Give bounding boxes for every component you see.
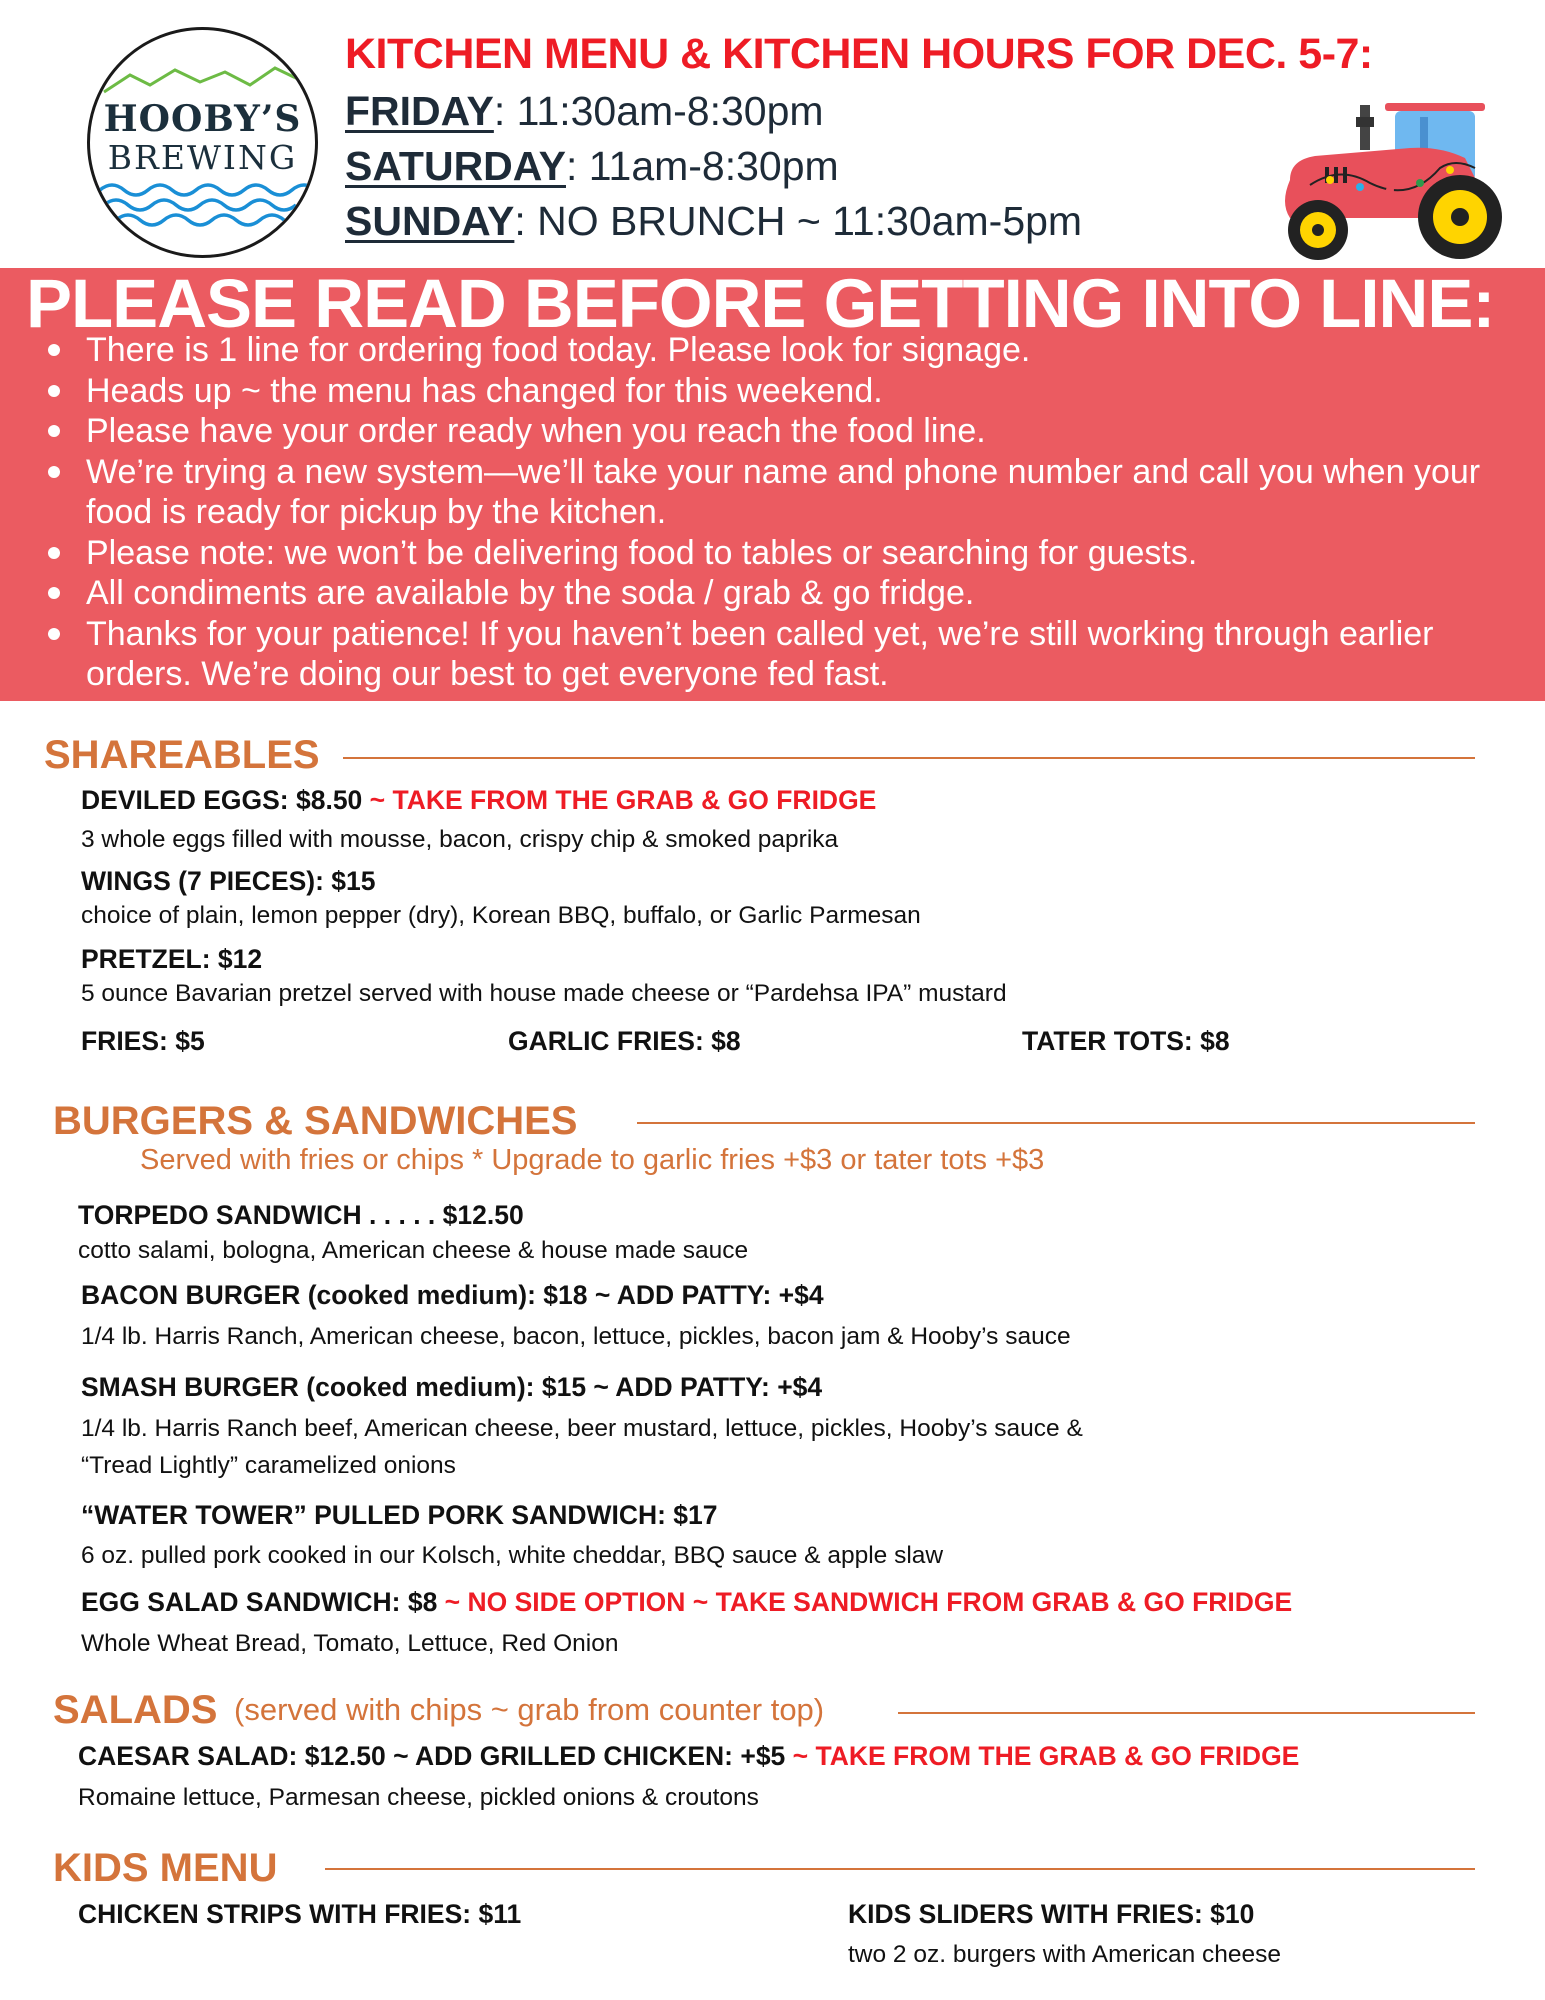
item-description: Whole Wheat Bread, Tomato, Lettuce, Red Onion: [81, 1630, 619, 1657]
item-description: cotto salami, bologna, American cheese & house made sauce: [78, 1237, 749, 1264]
notice-item: Thanks for your patience! If you haven’t been called yet, we’re still working through earlier orders. We’re doing our best to get everyone fed fast.: [42, 614, 1512, 695]
kitchen-hours-title: KITCHEN MENU & KITCHEN HOURS FOR DEC. 5-7:: [345, 30, 1373, 78]
item-description: two 2 oz. burgers with American cheese: [848, 1941, 1282, 1968]
notice-title: PLEASE READ BEFORE GETTING INTO LINE:: [26, 265, 1495, 342]
item-description: 3 whole eggs filled with mousse, bacon, crispy chip & smoked paprika: [81, 826, 839, 853]
logo-name-line1: HOOBY’S: [103, 98, 302, 140]
menu-item-pulled-pork: “WATER TOWER” PULLED PORK SANDWICH: $17: [81, 1500, 718, 1530]
section-title-shareables: SHAREABLES: [44, 733, 320, 777]
menu-item-fries: FRIES: $5: [81, 1026, 205, 1056]
notice-item: Please have your order ready when you reach the food line.: [42, 411, 1512, 452]
menu-item-egg-salad: [81, 1587, 1292, 1618]
logo-name-line2: BREWING: [107, 138, 298, 177]
menu-item-chicken-strips: CHICKEN STRIPS WITH FRIES: $11: [78, 1899, 522, 1929]
hours-day: SUNDAY: [345, 198, 515, 244]
menu-item-kids-sliders: KIDS SLIDERS WITH FRIES: $10: [848, 1899, 1255, 1929]
menu-item-wings: WINGS (7 PIECES): $15: [81, 866, 376, 896]
section-divider: [898, 1712, 1475, 1714]
item-description: 1/4 lb. Harris Ranch, American cheese, bacon, lettuce, pickles, bacon jam & Hooby’s sauce: [81, 1323, 1071, 1350]
item-description: choice of plain, lemon pepper (dry), Korean BBQ, buffalo, or Garlic Parmesan: [81, 902, 921, 929]
item-name: CAESAR SALAD: $12.50 ~ ADD GRILLED CHICKEN: +$5: [78, 1741, 786, 1771]
brewery-logo: [87, 27, 318, 258]
hours-time: : 11am-8:30pm: [565, 143, 839, 189]
hours-sunday: [345, 198, 1082, 245]
item-note: ~ TAKE FROM THE GRAB & GO FRIDGE: [785, 1741, 1300, 1771]
notice-item: All condiments are available by the soda / grab & go fridge.: [42, 573, 1512, 614]
menu-item-torpedo: TORPEDO SANDWICH . . . . . $12.50: [78, 1200, 524, 1230]
section-subtitle: Served with fries or chips * Upgrade to garlic fries +$3 or tater tots +$3: [140, 1144, 1045, 1176]
hours-saturday: [345, 143, 839, 190]
section-subtitle: (served with chips ~ grab from counter top): [234, 1692, 825, 1727]
hours-day: SATURDAY: [345, 143, 566, 189]
menu-item-pretzel: PRETZEL: $12: [81, 944, 263, 974]
item-description: 6 oz. pulled pork cooked in our Kolsch, white cheddar, BBQ sauce & apple slaw: [81, 1542, 944, 1569]
section-divider: [637, 1122, 1475, 1124]
hours-friday: [345, 88, 824, 135]
item-name: DEVILED EGGS: $8.50: [81, 785, 363, 815]
notice-item: There is 1 line for ordering food today. Please look for signage.: [42, 330, 1512, 371]
menu-item-bacon-burger: BACON BURGER (cooked medium): $18 ~ ADD PATTY: +$4: [81, 1280, 824, 1310]
hours-time: : NO BRUNCH ~ 11:30am-5pm: [514, 198, 1083, 244]
hours-day: FRIDAY: [345, 88, 494, 134]
notice-item: We’re trying a new system—we’ll take your name and phone number and call you when your food is ready for pickup by the kitchen.: [42, 452, 1512, 533]
item-description: 5 ounce Bavarian pretzel served with house made cheese or “Pardehsa IPA” mustard: [81, 980, 1007, 1007]
item-note: ~ TAKE FROM THE GRAB & GO FRIDGE: [362, 785, 877, 815]
section-divider: [325, 1868, 1475, 1870]
notice-item: Heads up ~ the menu has changed for this weekend.: [42, 371, 1512, 412]
item-description: Romaine lettuce, Parmesan cheese, pickled onions & croutons: [78, 1784, 759, 1811]
item-description: 1/4 lb. Harris Ranch beef, American cheese, beer mustard, lettuce, pickles, Hooby’s sauce &: [81, 1415, 1083, 1442]
menu-item-smash-burger: SMASH BURGER (cooked medium): $15 ~ ADD PATTY: +$4: [81, 1372, 823, 1402]
tractor-icon: [1270, 95, 1520, 265]
notice-list: [42, 330, 1512, 695]
menu-item-garlic-fries: GARLIC FRIES: $8: [508, 1026, 741, 1056]
section-divider: [343, 757, 1475, 759]
item-name: EGG SALAD SANDWICH: $8: [81, 1587, 438, 1617]
item-note: ~ NO SIDE OPTION ~ TAKE SANDWICH FROM GRAB & GO FRIDGE: [437, 1587, 1293, 1617]
section-title-salads: SALADS: [53, 1688, 218, 1732]
menu-item-caesar-salad: [78, 1741, 1299, 1772]
notice-item: Please note: we won’t be delivering food to tables or searching for guests.: [42, 533, 1512, 574]
item-description: “Tread Lightly” caramelized onions: [81, 1452, 456, 1479]
menu-item-tater-tots: TATER TOTS: $8: [1022, 1026, 1230, 1056]
section-title-kids: KIDS MENU: [53, 1846, 278, 1890]
menu-item-deviled-eggs: [81, 785, 876, 816]
hours-time: : 11:30am-8:30pm: [493, 88, 824, 134]
section-title-burgers: BURGERS & SANDWICHES: [53, 1099, 578, 1143]
